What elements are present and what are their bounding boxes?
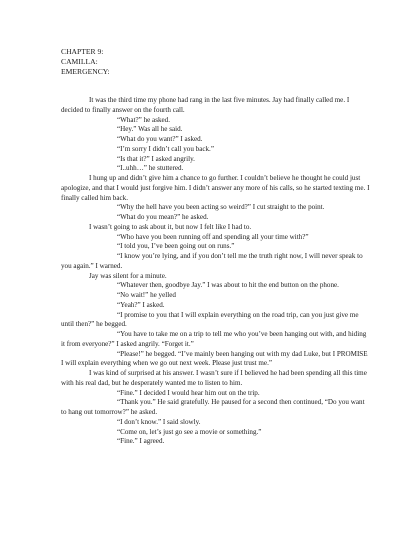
paragraph: “I’m sorry I didn’t call you back.” xyxy=(117,144,214,153)
paragraph: “What?” he asked. xyxy=(117,115,170,124)
paragraph: I hung up and didn’t give him a chance to go further. I couldn’t believe he thought he could just apologize, and that I would just forgive him. I didn’t answer any more of his calls, so he started texting me. I finally called him back. xyxy=(61,174,370,202)
paragraph: “I know you’re lying, and if you don’t tell me the truth right now, I will never speak to you again.” I warned. xyxy=(61,252,363,270)
paragraph: I was kind of surprised at his answer. I wasn’t sure if I believed he had been spending all this time with his real dad, but he desperately wanted me to listen to him. xyxy=(61,369,367,387)
paragraph: It was the third time my phone had rang in the last five minutes. Jay had finally called me. I decided to finally answer on the fourth call. xyxy=(61,96,350,114)
paragraph: Jay was silent for a minute. xyxy=(89,271,167,280)
chapter-number: CHAPTER 9: xyxy=(61,47,104,56)
paragraph: “Hey.” Was all he said. xyxy=(117,125,183,134)
paragraph: “What do you want?” I asked. xyxy=(117,135,203,143)
paragraph: “You have to take me on a trip to tell me who you’ve been hanging out with, and hiding it from everyone?” I asked angrily. “Forget it.” xyxy=(61,330,367,348)
chapter-title: EMERGENCY: xyxy=(61,66,110,76)
paragraph: “Fine.” I decided I would hear him out on the trip. xyxy=(117,388,260,397)
paragraph: “I promise to you that I will explain everything on the road trip, can you just give me until then?” he begged. xyxy=(61,310,359,329)
paragraph: “Yeah?” I asked. xyxy=(117,300,165,309)
paragraph: “Come on, let’s just go see a movie or something.” xyxy=(117,427,262,436)
paragraph: “Is that it?” I asked angrily. xyxy=(117,154,195,163)
paragraph: “I told you, I’ve been going out on runs.” xyxy=(117,242,235,251)
paragraph: “Thank you.” He said gratefully. He paused for a second then continued, “Do you want to hang out tomorrow?” he asked. xyxy=(61,398,365,416)
paragraph: “I..uhh…” he stuttered. xyxy=(117,164,184,173)
chapter-narrator: CAMILLA: xyxy=(61,56,98,66)
paragraph: “Whatever then, goodbye Jay.” I was about to hit the end button on the phone. xyxy=(117,281,339,290)
paragraph: “What do you mean?” he asked. xyxy=(117,213,209,221)
chapter-body xyxy=(61,96,370,447)
paragraph: “Who have you been running off and spending all your time with?” xyxy=(117,232,309,241)
paragraph: “Fine.” I agreed. xyxy=(117,437,165,446)
paragraph: “Why the hell have you been acting so weird?” I cut straight to the point. xyxy=(117,203,325,212)
paragraph: “Please!” he begged. “I’ve mainly been hanging out with my dad Luke, but I PROMISE I will explain everything when we go out next week. Please just trust me.” xyxy=(61,349,368,368)
paragraph: I wasn’t going to ask about it, but now I felt like I had to. xyxy=(89,222,252,231)
chapter-heading xyxy=(61,47,110,76)
paragraph: “No wait!” he yelled xyxy=(117,291,176,299)
paragraph: “I don’t know.” I said slowly. xyxy=(117,417,201,426)
